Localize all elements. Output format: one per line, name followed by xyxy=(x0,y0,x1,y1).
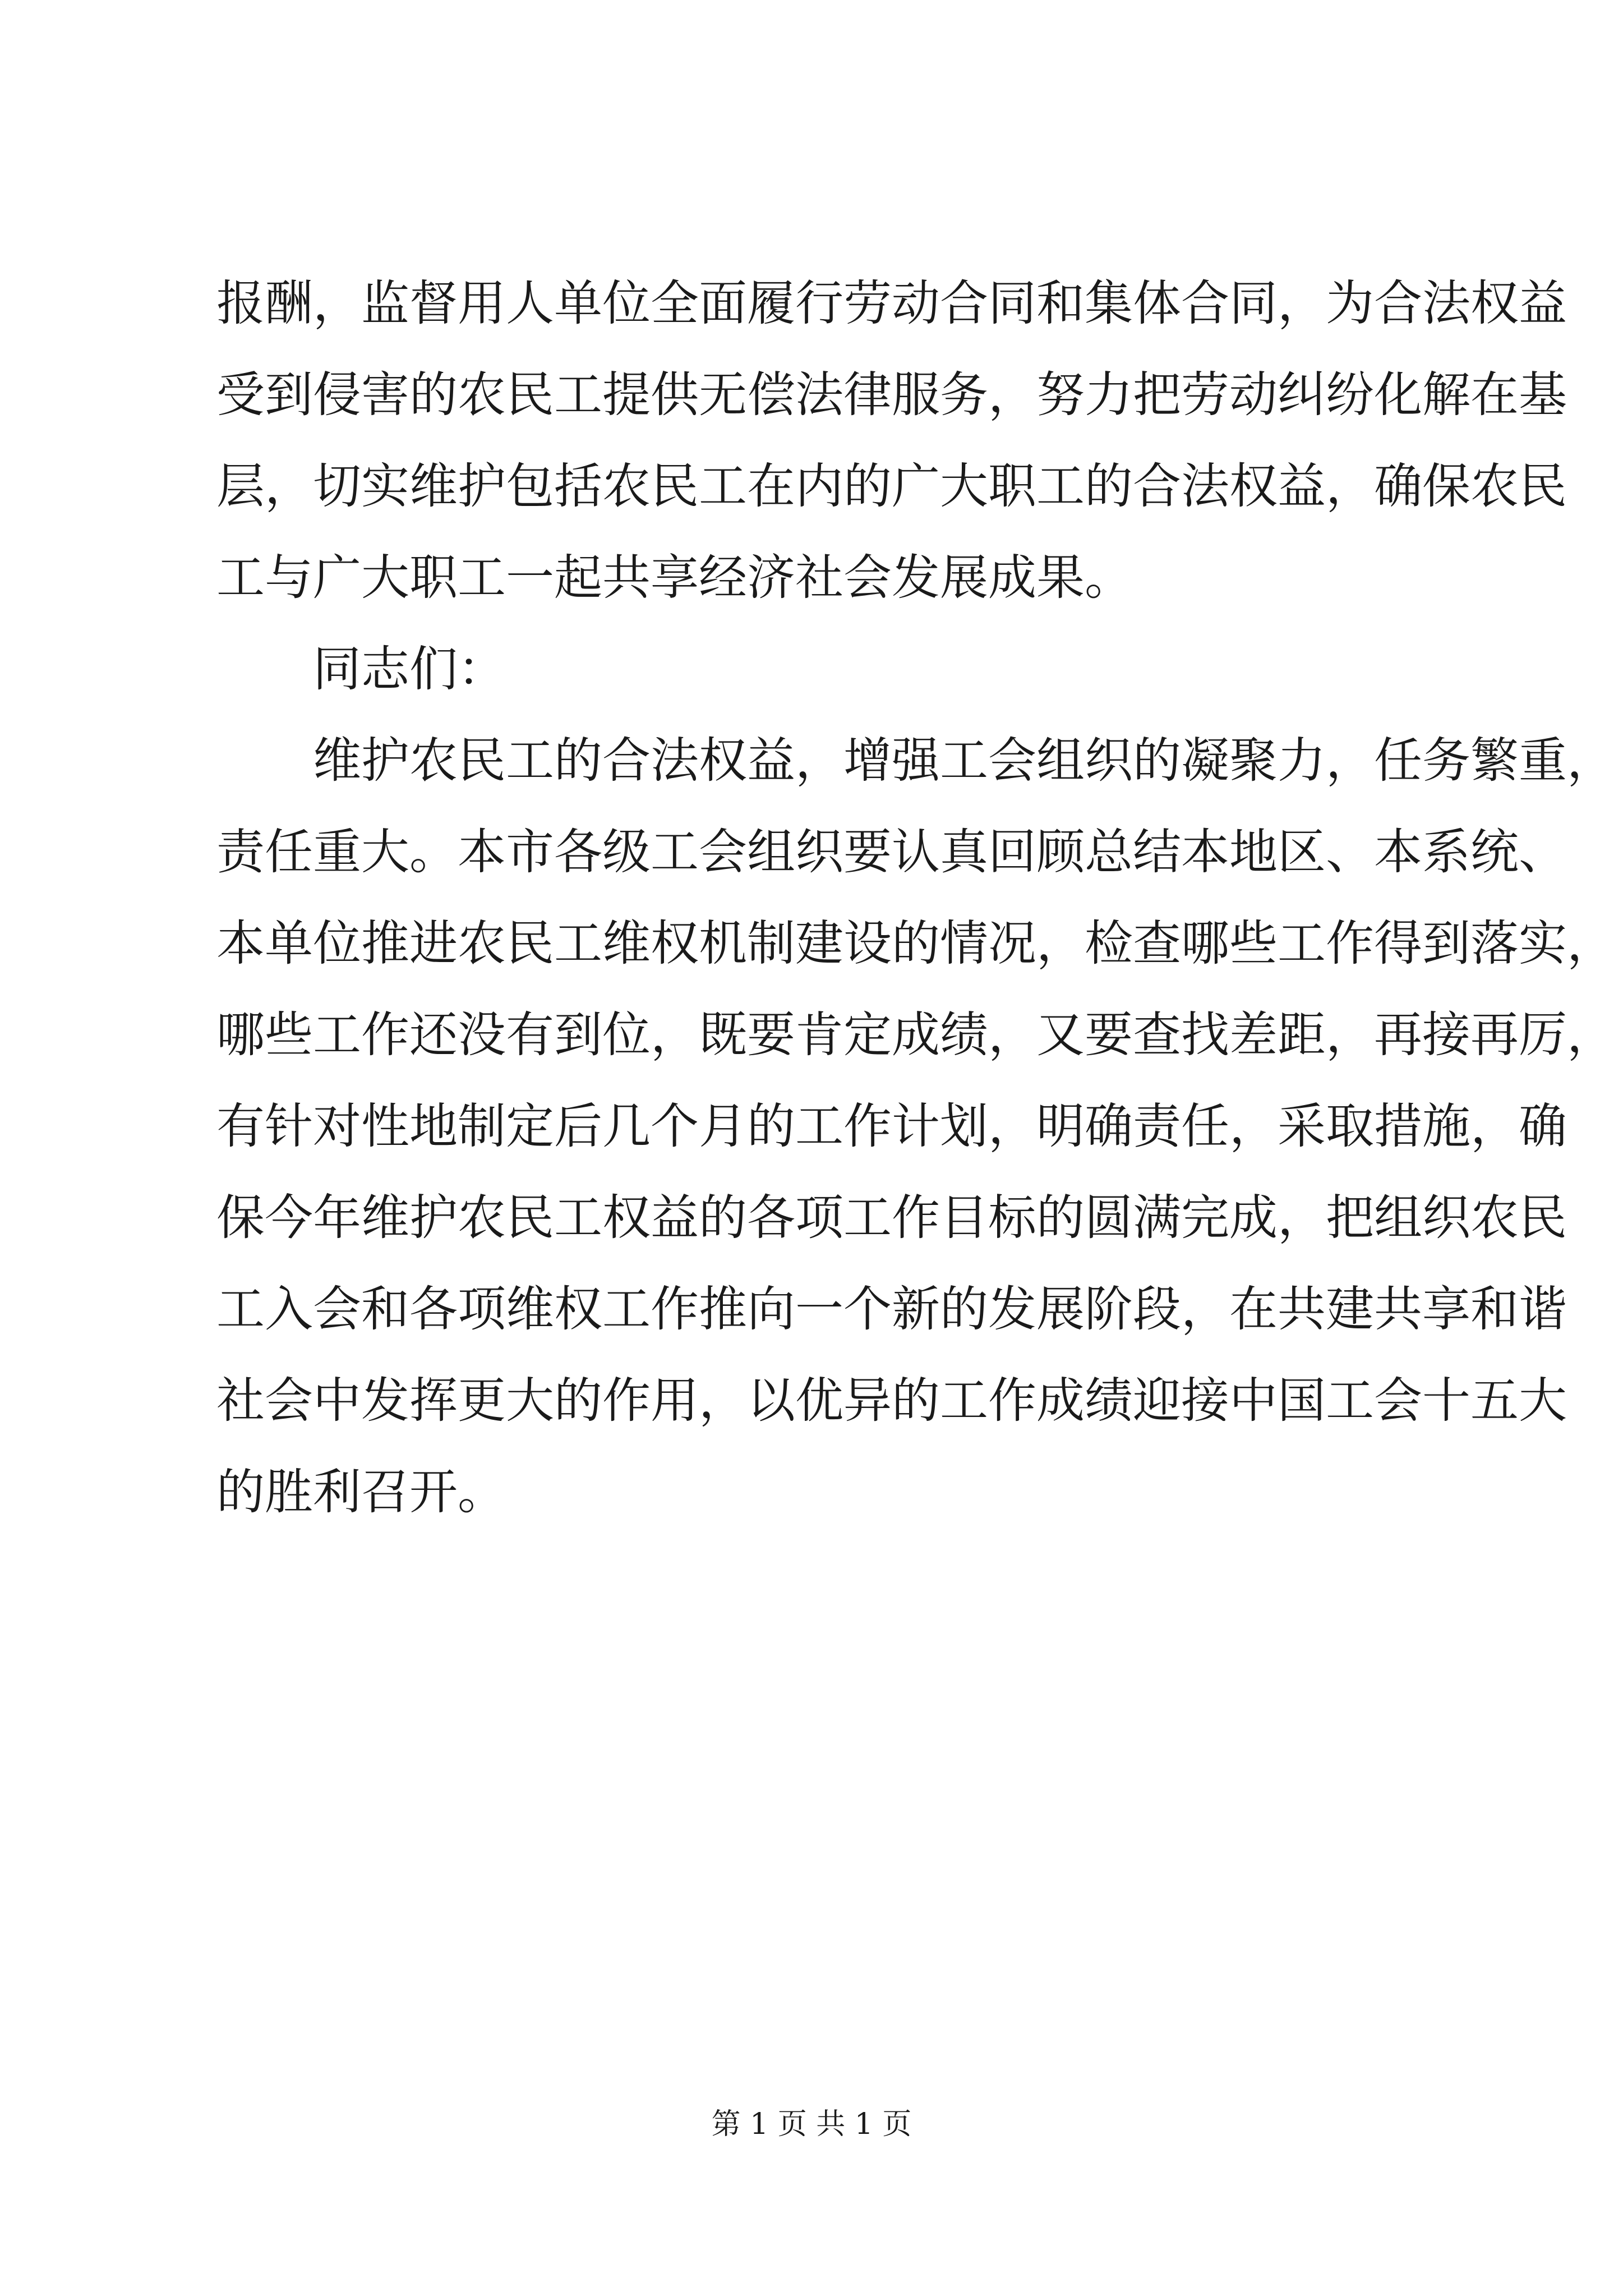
paragraph-1 xyxy=(216,258,1567,624)
paragraph-2 xyxy=(216,715,1615,1538)
page-footer xyxy=(0,2105,1623,2144)
paragraph-line: 维护农民工的合法权益，增强工会组织的凝聚力，任务繁重， xyxy=(313,733,1615,789)
paragraph-line: 保今年维护农民工权益的各项工作目标的圆满完成，把组织农民 xyxy=(216,1190,1567,1246)
body-text xyxy=(216,258,1615,1538)
paragraph-line: 本单位推进农民工维权机制建设的情况，检查哪些工作得到落实， xyxy=(216,915,1615,972)
paragraph-line: 社会中发挥更大的作用，以优异的工作成绩迎接中国工会十五大 xyxy=(216,1373,1567,1429)
paragraph-line: 的胜利召开。 xyxy=(216,1464,506,1520)
salutation xyxy=(216,624,1435,715)
paragraph-line: 责任重大。本市各级工会组织要认真回顾总结本地区、本系统、 xyxy=(216,824,1567,880)
salutation-text: 同志们： xyxy=(313,641,506,697)
paragraph-line: 哪些工作还没有到位，既要肯定成绩，又要查找差距，再接再厉， xyxy=(216,1007,1615,1063)
paragraph-line: 工与广大职工一起共享经济社会发展成果。 xyxy=(216,550,1133,606)
paragraph-line: 层，切实维护包括农民工在内的广大职工的合法权益，确保农民 xyxy=(216,458,1567,514)
paragraph-line: 有针对性地制定后几个月的工作计划，明确责任，采取措施，确 xyxy=(216,1098,1567,1154)
page-number: 第 1 页 共 1 页 xyxy=(711,2108,912,2141)
paragraph-line: 受到侵害的农民工提供无偿法律服务，努力把劳动纠纷化解在基 xyxy=(216,367,1567,423)
paragraph-line: 报酬，监督用人单位全面履行劳动合同和集体合同，为合法权益 xyxy=(216,275,1567,332)
paragraph-line: 工入会和各项维权工作推向一个新的发展阶段，在共建共享和谐 xyxy=(216,1281,1567,1337)
